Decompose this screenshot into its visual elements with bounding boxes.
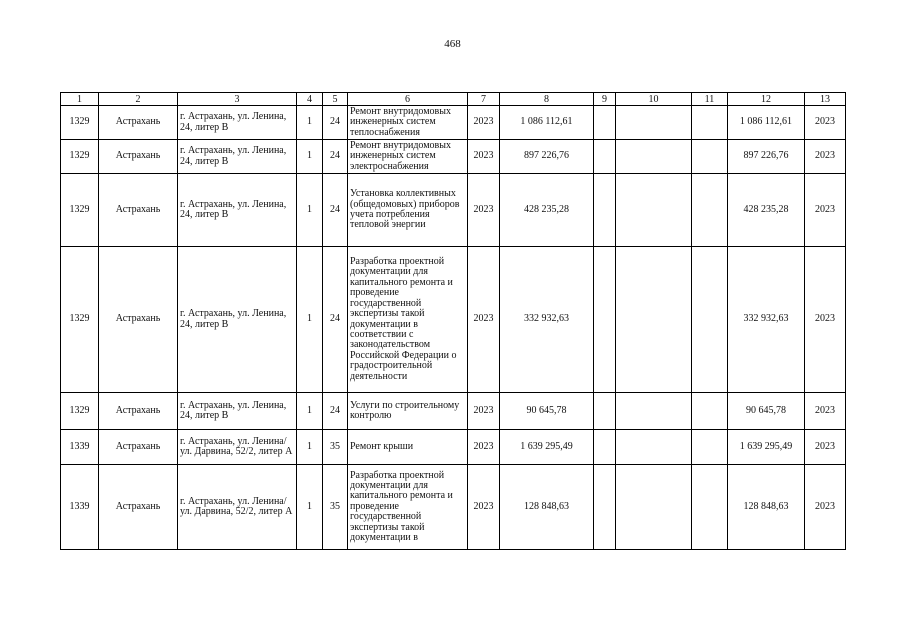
col5-cell: 24 xyxy=(323,106,348,140)
city-cell: Астрахань xyxy=(99,430,178,465)
column-header: 4 xyxy=(297,93,323,106)
column-header: 13 xyxy=(805,93,846,106)
column-header: 10 xyxy=(616,93,692,106)
work-type-cell: Услуги по строительному контролю xyxy=(348,393,468,430)
col11-cell xyxy=(692,393,728,430)
total-cell: 428 235,28 xyxy=(728,174,805,247)
col4-cell: 1 xyxy=(297,106,323,140)
col5-cell: 24 xyxy=(323,247,348,393)
header-row xyxy=(61,93,846,106)
column-header: 7 xyxy=(468,93,500,106)
city-cell: Астрахань xyxy=(99,465,178,550)
city-cell: Астрахань xyxy=(99,174,178,247)
end-year-cell: 2023 xyxy=(805,174,846,247)
year-cell: 2023 xyxy=(468,465,500,550)
address-cell: г. Астрахань, ул. Ленина/ ул. Дарвина, 52/2, литер А xyxy=(178,465,297,550)
col10-cell xyxy=(616,430,692,465)
table-row xyxy=(61,106,846,140)
end-year-cell: 2023 xyxy=(805,247,846,393)
year-cell: 2023 xyxy=(468,393,500,430)
cost-cell: 128 848,63 xyxy=(500,465,594,550)
cost-cell: 1 639 295,49 xyxy=(500,430,594,465)
col11-cell xyxy=(692,430,728,465)
work-type-cell: Установка коллективных (общедомовых) приборов учета потребления тепловой энергии xyxy=(348,174,468,247)
col4-cell: 1 xyxy=(297,430,323,465)
table-row xyxy=(61,140,846,174)
total-cell: 90 645,78 xyxy=(728,393,805,430)
table-row xyxy=(61,430,846,465)
column-header: 6 xyxy=(348,93,468,106)
col9-cell xyxy=(594,140,616,174)
object-id-cell: 1329 xyxy=(61,393,99,430)
address-cell: г. Астрахань, ул. Ленина, 24, литер В xyxy=(178,106,297,140)
col5-cell: 35 xyxy=(323,465,348,550)
table-row xyxy=(61,465,846,550)
year-cell: 2023 xyxy=(468,430,500,465)
work-type-cell: Разработка проектной документации для капитального ремонта и проведение государственной экспертизы такой документации в соответствии с законодательством Российской Федерации о градостроительной деятельности xyxy=(348,247,468,393)
col11-cell xyxy=(692,247,728,393)
column-header: 8 xyxy=(500,93,594,106)
col4-cell: 1 xyxy=(297,393,323,430)
cost-cell: 1 086 112,61 xyxy=(500,106,594,140)
col11-cell xyxy=(692,140,728,174)
col9-cell xyxy=(594,247,616,393)
end-year-cell: 2023 xyxy=(805,465,846,550)
object-id-cell: 1339 xyxy=(61,465,99,550)
end-year-cell: 2023 xyxy=(805,106,846,140)
column-header: 12 xyxy=(728,93,805,106)
col10-cell xyxy=(616,247,692,393)
city-cell: Астрахань xyxy=(99,247,178,393)
page-number: 468 xyxy=(444,38,461,50)
address-cell: г. Астрахань, ул. Ленина, 24, литер В xyxy=(178,393,297,430)
city-cell: Астрахань xyxy=(99,106,178,140)
address-cell: г. Астрахань, ул. Ленина, 24, литер В xyxy=(178,140,297,174)
col10-cell xyxy=(616,106,692,140)
cost-cell: 90 645,78 xyxy=(500,393,594,430)
year-cell: 2023 xyxy=(468,140,500,174)
total-cell: 1 639 295,49 xyxy=(728,430,805,465)
col5-cell: 24 xyxy=(323,140,348,174)
total-cell: 897 226,76 xyxy=(728,140,805,174)
cost-cell: 897 226,76 xyxy=(500,140,594,174)
total-cell: 128 848,63 xyxy=(728,465,805,550)
object-id-cell: 1329 xyxy=(61,140,99,174)
column-header: 11 xyxy=(692,93,728,106)
work-type-cell: Разработка проектной документации для капитального ремонта и проведение государственной экспертизы такой документации в xyxy=(348,465,468,550)
column-header: 9 xyxy=(594,93,616,106)
col4-cell: 1 xyxy=(297,174,323,247)
col5-cell: 24 xyxy=(323,393,348,430)
end-year-cell: 2023 xyxy=(805,140,846,174)
object-id-cell: 1339 xyxy=(61,430,99,465)
column-header: 2 xyxy=(99,93,178,106)
col5-cell: 35 xyxy=(323,430,348,465)
object-id-cell: 1329 xyxy=(61,106,99,140)
address-cell: г. Астрахань, ул. Ленина, 24, литер В xyxy=(178,247,297,393)
col10-cell xyxy=(616,140,692,174)
col9-cell xyxy=(594,465,616,550)
cost-cell: 428 235,28 xyxy=(500,174,594,247)
column-header: 5 xyxy=(323,93,348,106)
col11-cell xyxy=(692,465,728,550)
data-table xyxy=(60,92,846,550)
col9-cell xyxy=(594,430,616,465)
col4-cell: 1 xyxy=(297,247,323,393)
end-year-cell: 2023 xyxy=(805,393,846,430)
col10-cell xyxy=(616,393,692,430)
col9-cell xyxy=(594,174,616,247)
col11-cell xyxy=(692,174,728,247)
address-cell: г. Астрахань, ул. Ленина/ ул. Дарвина, 52/2, литер А xyxy=(178,430,297,465)
year-cell: 2023 xyxy=(468,247,500,393)
work-type-cell: Ремонт внутридомовых инженерных систем теплоснабжения xyxy=(348,106,468,140)
work-type-cell: Ремонт внутридомовых инженерных систем электроснабжения xyxy=(348,140,468,174)
col9-cell xyxy=(594,106,616,140)
table-row xyxy=(61,393,846,430)
column-header: 3 xyxy=(178,93,297,106)
col11-cell xyxy=(692,106,728,140)
col5-cell: 24 xyxy=(323,174,348,247)
column-header: 1 xyxy=(61,93,99,106)
total-cell: 332 932,63 xyxy=(728,247,805,393)
year-cell: 2023 xyxy=(468,174,500,247)
col10-cell xyxy=(616,174,692,247)
total-cell: 1 086 112,61 xyxy=(728,106,805,140)
table-row xyxy=(61,174,846,247)
col10-cell xyxy=(616,465,692,550)
city-cell: Астрахань xyxy=(99,393,178,430)
object-id-cell: 1329 xyxy=(61,174,99,247)
col4-cell: 1 xyxy=(297,465,323,550)
table-row xyxy=(61,247,846,393)
col4-cell: 1 xyxy=(297,140,323,174)
year-cell: 2023 xyxy=(468,106,500,140)
object-id-cell: 1329 xyxy=(61,247,99,393)
col9-cell xyxy=(594,393,616,430)
work-type-cell: Ремонт крыши xyxy=(348,430,468,465)
end-year-cell: 2023 xyxy=(805,430,846,465)
cost-cell: 332 932,63 xyxy=(500,247,594,393)
address-cell: г. Астрахань, ул. Ленина, 24, литер В xyxy=(178,174,297,247)
city-cell: Астрахань xyxy=(99,140,178,174)
